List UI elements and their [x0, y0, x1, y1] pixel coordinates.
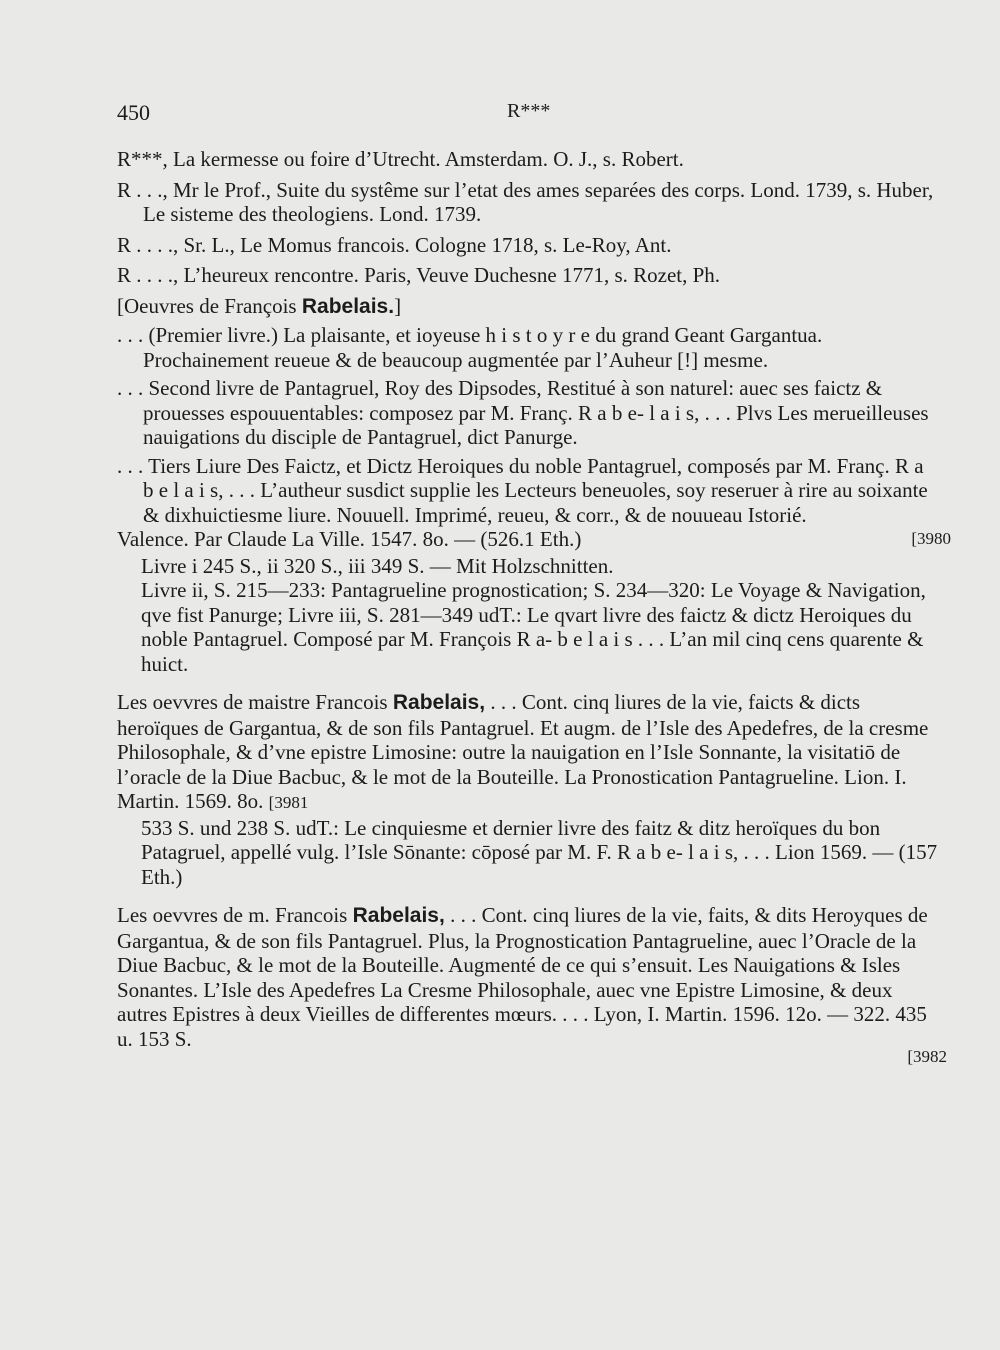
page-body — [117, 147, 951, 1070]
volume-entry: . . . Tiers Liure Des Faictz, et Dictz Heroiques du noble Pantagruel, composés par M. Franç. R a b e l a i s, . . . L’autheur susdict supplie les Lecteurs beneuoles, soy reseruer à rire au soixante & dixhuictiesme liure. Nouuell. Imprimé, reueu, & corr., & de nouueau Istorié. — [117, 453, 928, 527]
entry-rest: . . . Cont. cinq liures de la vie, faits, & dits Heroyques de Gargantua, & de son fils Pantagruel. Plus, la Prognostication Pantagrueline, auec l’Oracle de la Diue Bacbuc, & le mot de la Bouteille. Augmenté de ce qui s’ensuit. Les Nauigations & Isles Sonantes. L’Isle des Apedefres La Cresme Philosophale, auec vne Epistre Limosine, & deux autres Epistres à deux Vieilles de differentes mœurs. . . . Lyon, I. Martin. 1596. 12o. — 322. 435 u. 153 S. — [117, 903, 928, 1051]
accession-number: [3980 — [911, 529, 951, 548]
volume-entry: . . . (Premier livre.) La plaisante, et ioyeuse h i s t o y r e du grand Geant Gargantua. Prochainement reueue & de beaucoup augmentée par l’Auheur [!] mesme. — [117, 323, 823, 372]
note-line: Livre i 245 S., ii 320 S., iii 349 S. — Mit Holzschnitten. — [141, 553, 614, 578]
catalog-entry: R . . . ., Sr. L., Le Momus francois. Cologne 1718, s. Le-Roy, Ant. — [117, 232, 672, 257]
group-title-suffix: ] — [394, 293, 402, 318]
rabelais-works-group — [117, 294, 939, 528]
catalog-entry: R . . . ., L’heureux rencontre. Paris, Veuve Duchesne 1771, s. Rozet, Ph. — [117, 263, 721, 287]
note-line: Livre ii, S. 215—233: Pantagrueline prognostication; S. 234—320: Le Voyage & Navigation, qve fist Panurge; Livre iii, S. 281—349 udT.: Le qvart livre des faictz & dictz Heroiques du noble Pantagruel. Composé par M. François R a- b e l a i s . . . L’an mil cinq cens quarente & huict. — [141, 578, 926, 676]
catalog-entry-3981 — [117, 690, 939, 889]
accession-number: [3982 — [907, 1047, 947, 1066]
catalog-entry: R . . ., Mr le Prof., Suite du systême sur l’etat des ames separées des corps. Lond. 1739, s. Huber, Le sisteme des theologiens. Lond. 1739. — [117, 177, 934, 226]
accession-number: [3981 — [268, 793, 309, 812]
author-name: Rabelais, — [352, 904, 445, 927]
author-name: Rabelais. — [301, 294, 395, 318]
page-number: 450 — [117, 100, 150, 125]
entry-rest: . . . Cont. cinq liures de la vie, faicts & dicts heroïques de Gargantua, & de son fils Pantagruel. Et augm. de l’Isle des Apedefres, de la cresme Philosophale, & d’vne epistre Limosine: outre la nauigation en l’Isle Sonnante, la visitatiō de l’oracle de la Diue Bacbuc, & le mot de la Bouteille. La Pronostication Pantagrueline. Lion. I. Martin. 1569. 8o. — [117, 690, 929, 813]
entry-text — [117, 903, 939, 1051]
group-title-prefix: [Oeuvres de François — [117, 293, 302, 318]
entry-prefix: Les oevvres de m. Francois — [117, 903, 353, 927]
note-line: 533 S. und 238 S. udT.: Le cinquiesme et dernier livre des faitz & ditz heroïques du bon Patagruel, appellé vulg. l’Isle Sōnante: cōposé par M. F. R a b e- l a i s, . . . Lion 1569. — (157 Eth.) — [141, 815, 938, 889]
catalog-entry-3982 — [117, 903, 947, 1070]
group-title — [117, 294, 939, 320]
entry-prefix: Les oevvres de maistre Francois — [117, 690, 393, 714]
entry-text — [117, 690, 939, 816]
notes-block — [117, 554, 939, 677]
page-header — [117, 100, 947, 130]
imprint-text: Valence. Par Claude La Ville. 1547. 8o. — (526.1 Eth.) — [117, 527, 582, 551]
imprint-line — [117, 527, 951, 552]
volume-entry: . . . Second livre de Pantagruel, Roy des Dipsodes, Restitué à son naturel: auec ses faictz & prouesses espouuentables: composez par M. Franç. R a b e- l a i s, . . . Plvs Les merueilleuses nauigations du disciple de Pantagruel, dict Panurge. — [117, 376, 929, 449]
author-name: Rabelais, — [392, 691, 486, 714]
running-title: R*** — [507, 100, 551, 122]
catalog-entry: R***, La kermesse ou foire d’Utrecht. Amsterdam. O. J., s. Robert. — [117, 147, 684, 171]
